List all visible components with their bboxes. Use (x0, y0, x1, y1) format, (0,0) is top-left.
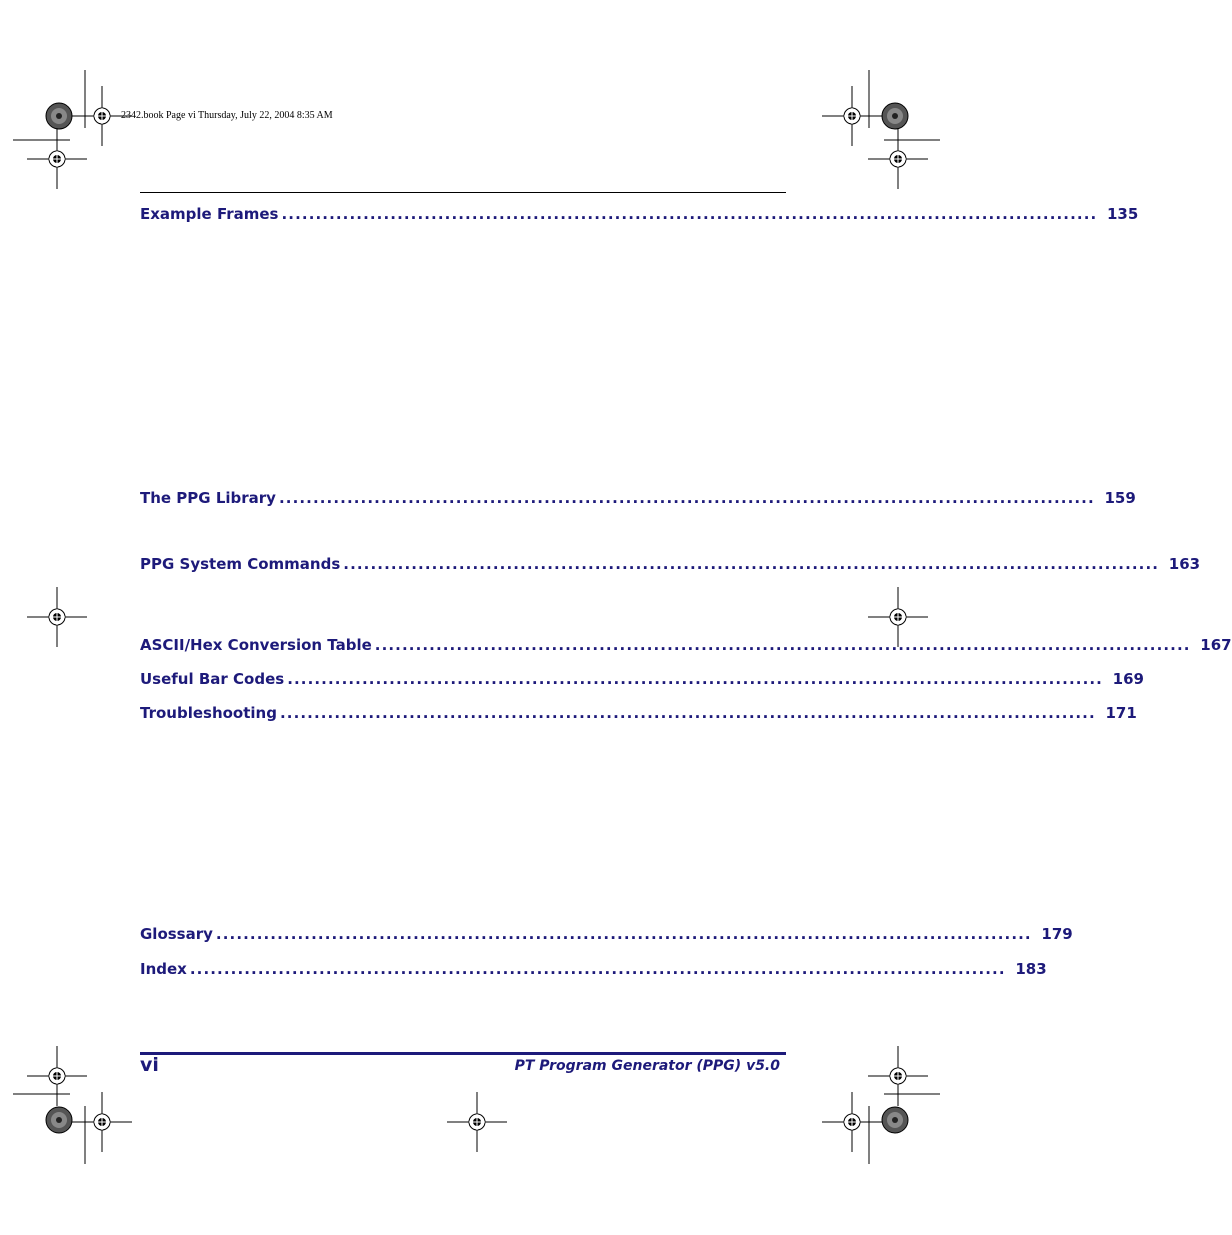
toc-entry-page: 135 (1106, 205, 1139, 223)
toc-leader-dots: ........................................................................................................................ (215, 925, 1032, 943)
toc-entry-ppg-library[interactable] (140, 488, 1136, 508)
toc-leader-dots: ........................................................................................................................ (374, 636, 1191, 654)
toc-leader-dots: ........................................................................................................................ (278, 489, 1095, 507)
toc-entry-page: 167 (1200, 636, 1232, 654)
toc-entry-example-frames[interactable] (140, 204, 1139, 224)
toc-entry-useful-bar-codes[interactable] (140, 669, 1144, 689)
toc-entry-index[interactable] (140, 959, 1047, 979)
sunburst-mark-top-left (46, 103, 72, 129)
toc-entry-title: Example Frames (140, 205, 279, 223)
toc-entry-troubleshooting[interactable] (140, 703, 1137, 723)
sunburst-mark-bottom-left (46, 1107, 72, 1133)
toc-leader-dots: ........................................................................................................................ (287, 670, 1103, 688)
toc-entry-page: 171 (1105, 704, 1137, 722)
toc-leader-dots: ........................................................................................................................ (189, 960, 1006, 978)
toc-entry-title: ASCII/Hex Conversion Table (140, 636, 372, 654)
sunburst-mark-top-right (882, 103, 908, 129)
toc-entry-glossary[interactable] (140, 924, 1073, 944)
footer-rule (140, 1052, 786, 1055)
toc-entry-ppg-system-commands[interactable] (140, 554, 1201, 574)
footer-page-number: vi (140, 1054, 159, 1076)
print-slug: 2342.book Page vi Thursday, July 22, 2004 8:35 AM (121, 110, 333, 121)
sunburst-mark-bottom-right (882, 1107, 908, 1133)
toc-leader-dots: ........................................................................................................................ (343, 555, 1160, 573)
toc-entry-title: The PPG Library (140, 489, 276, 507)
toc-leader-dots: ........................................................................................................................ (279, 704, 1096, 722)
toc-entry-page: 159 (1104, 489, 1136, 507)
toc-entry-page: 179 (1041, 925, 1073, 943)
toc-entry-page: 169 (1112, 670, 1144, 688)
toc-entry-title: PPG System Commands (140, 555, 341, 573)
toc-entry-page: 163 (1168, 555, 1201, 573)
toc-entry-title: Troubleshooting (140, 704, 277, 722)
toc-entry-title: Glossary (140, 925, 213, 943)
header-rule (140, 192, 786, 193)
toc-entry-title: Index (140, 960, 187, 978)
toc-entry-page: 183 (1015, 960, 1047, 978)
footer-book-title: PT Program Generator (PPG) v5.0 (514, 1058, 780, 1074)
toc-leader-dots: ........................................................................................................................ (281, 205, 1098, 223)
toc-entry-ascii-hex-table[interactable] (140, 635, 1232, 655)
toc-entry-title: Useful Bar Codes (140, 670, 285, 688)
